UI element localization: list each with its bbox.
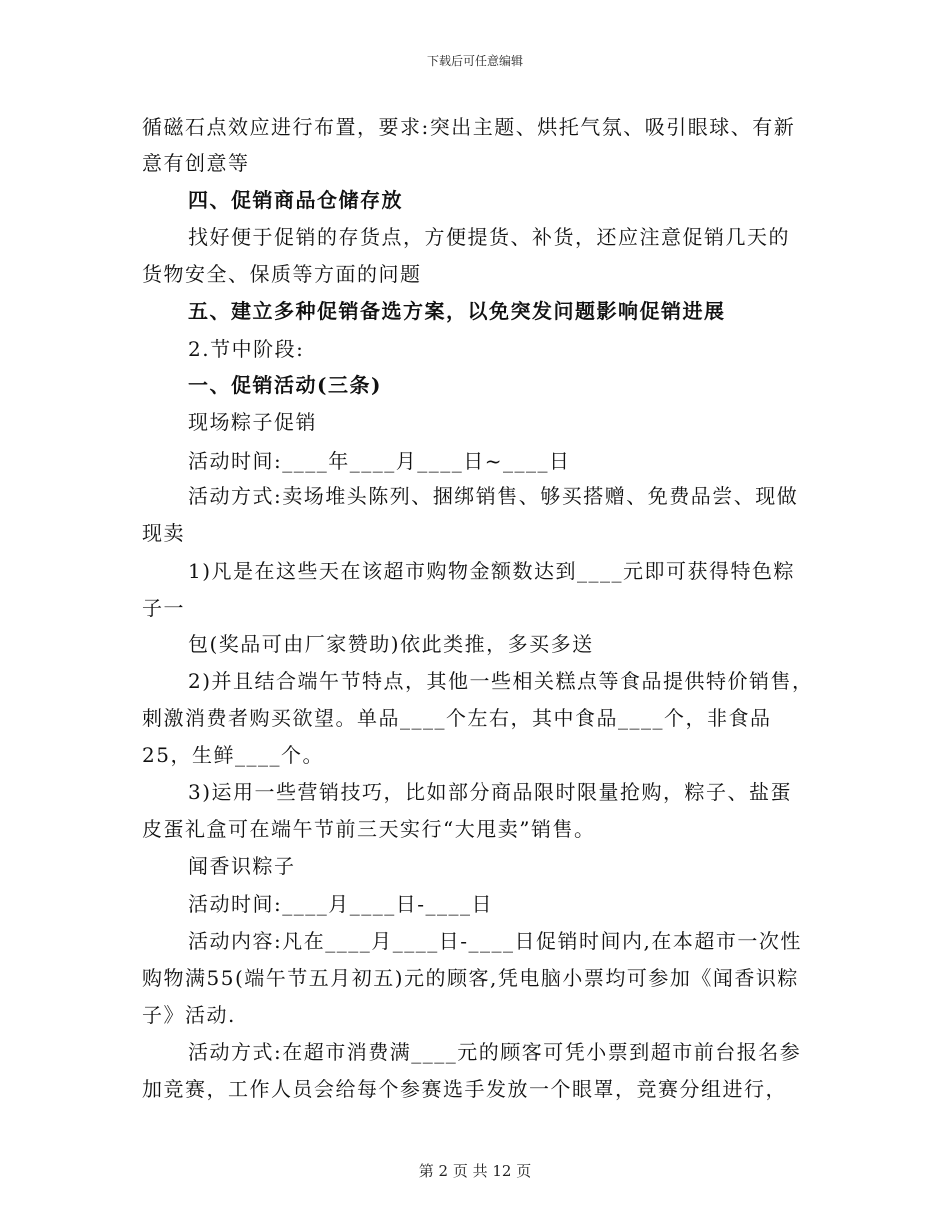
- activity-title: 闻香识粽子: [188, 854, 296, 878]
- body-line: 子》活动.: [142, 1003, 236, 1027]
- body-line: 25，生鲜____个。: [142, 743, 324, 767]
- activity-title: 现场粽子促销: [188, 410, 317, 434]
- body-line: 活动方式:在超市消费满____元的顾客可凭小票到超市前台报名参: [188, 1040, 802, 1064]
- page-footer: 第 2 页 共 12 页: [418, 1162, 532, 1180]
- body-line: 包(奖品可由厂家赞助)依此类推，多买多送: [188, 632, 594, 656]
- body-line: 意有创意等: [142, 151, 250, 175]
- body-line: 3)运用一些营销技巧，比如部分商品限时限量抢购，粽子、盐蛋: [188, 780, 793, 804]
- body-line: 循磁石点效应进行布置，要求:突出主题、烘托气氛、吸引眼球、有新: [142, 115, 796, 139]
- body-line: 活动时间:____年____月____日~____日: [188, 449, 571, 473]
- page-header: 下载后可任意编辑: [426, 54, 523, 68]
- body-line: 1)凡是在这些天在该超市购物金额数达到____元即可获得特色粽: [188, 559, 796, 583]
- body-line: 活动时间:____月____日-____日: [188, 892, 493, 916]
- body-line: 购物满55(端午节五月初五)元的顾客,凭电脑小票均可参加《闻香识粽: [142, 966, 799, 990]
- section-heading: 一、促销活动(三条): [188, 373, 382, 397]
- body-line: 找好便于促销的存货点，方便提货、补货，还应注意促销几天的: [188, 225, 790, 249]
- body-line: 活动内容:凡在____月____日-____日促销时间内,在本超市一次性: [188, 929, 802, 953]
- body-line: 子一: [142, 596, 185, 620]
- body-line: 现卖: [142, 521, 185, 545]
- body-line: 加竞赛，工作人员会给每个参赛选手发放一个眼罩，竞赛分组进行，: [142, 1077, 787, 1101]
- body-line: 皮蛋礼盒可在端午节前三天实行“大甩卖”销售。: [142, 817, 596, 841]
- section-heading: 五、建立多种促销备选方案，以免突发问题影响促销进展: [188, 299, 726, 323]
- body-line: 2)并且结合端午节特点，其他一些相关糕点等食品提供特价销售，: [188, 669, 814, 693]
- body-line: 活动方式:卖场堆头陈列、捆绑销售、够买搭赠、免费品尝、现做: [188, 484, 799, 508]
- section-heading: 四、促销商品仓储存放: [188, 188, 403, 212]
- body-line: 货物安全、保质等方面的问题: [142, 262, 422, 286]
- stage-heading: 2.节中阶段:: [188, 337, 305, 361]
- body-line: 刺激消费者购买欲望。单品____个左右，其中食品____个，非食品: [142, 706, 772, 730]
